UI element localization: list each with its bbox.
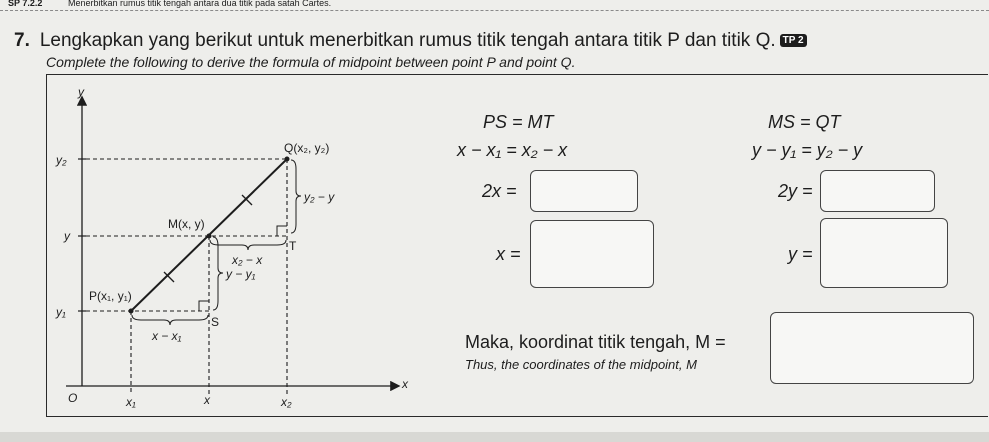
brace-x-minus-x1 <box>132 315 208 325</box>
y-axis-label: y <box>78 85 84 99</box>
tick-label-y1: y₁ <box>56 305 66 319</box>
answer-box-midpoint[interactable] <box>770 312 974 384</box>
conclusion-malay: Maka, koordinat titik tengah, M = <box>465 332 726 352</box>
x-axis-label: x <box>402 377 408 391</box>
dashed-guides <box>86 159 287 394</box>
question-heading <box>14 30 807 52</box>
eq-ps-mt: PS = MT <box>483 112 554 132</box>
brace-y2-minus-y <box>291 160 301 233</box>
right-angle-s <box>199 301 209 311</box>
right-angle-t <box>277 226 287 236</box>
eq-y-prefix: y = <box>788 244 813 264</box>
point-s-label: S <box>211 315 220 329</box>
point-p-dot <box>129 309 134 314</box>
origin-label: O <box>68 391 78 405</box>
answer-box-2y[interactable] <box>820 170 935 212</box>
len-x-minus-x1: x − x₁ <box>152 329 182 343</box>
section-description: Menerbitkan rumus titik tengah antara dua titik pada satah Cartes. <box>68 0 332 8</box>
eq-x-prefix: x = <box>496 244 521 264</box>
point-m-label: M(x, y) <box>168 217 205 231</box>
eq-2x-prefix: 2x = <box>482 181 517 201</box>
midpoint-diagram <box>46 74 426 417</box>
brace-x2-minus-x <box>210 240 286 250</box>
tick-label-y2: y₂ <box>56 153 67 167</box>
question-number: 7. <box>14 30 30 51</box>
tick-label-y: y <box>64 229 70 243</box>
point-q-label: Q(x₂, y₂) <box>284 141 330 155</box>
answer-box-y[interactable] <box>820 218 948 288</box>
eq-y-difference: y − y₁ = y₂ − y <box>752 140 863 160</box>
eq-ms-qt: MS = QT <box>768 112 841 132</box>
eq-x-difference: x − x₁ = x₂ − x <box>457 140 568 160</box>
page-bottom-strip <box>0 432 989 442</box>
tick-label-x: x <box>204 393 210 407</box>
point-m-dot <box>207 234 212 239</box>
point-p-label: P(x₁, y₁) <box>89 289 132 303</box>
section-code: SP 7.2.2 <box>8 0 43 8</box>
section-header <box>0 0 989 11</box>
question-text-malay: Lengkapkan yang berikut untuk menerbitkan rumus titik tengah antara titik P dan titik Q. <box>39 30 776 51</box>
tp-badge: TP 2 <box>780 34 807 47</box>
answer-box-x[interactable] <box>530 220 654 288</box>
point-t-label: T <box>289 239 297 253</box>
tick-label-x2: x₂ <box>281 395 292 409</box>
conclusion-english: Thus, the coordinates of the midpoint, M <box>465 357 697 372</box>
eq-2y-prefix: 2y = <box>778 181 813 201</box>
len-x2-minus-x: x₂ − x <box>232 253 263 267</box>
tick-label-x1: x₁ <box>126 395 136 409</box>
question-text-english: Complete the following to derive the formula of midpoint between point P and point Q. <box>46 54 576 70</box>
point-q-dot <box>285 157 290 162</box>
answer-box-2x[interactable] <box>530 170 638 212</box>
len-y-minus-y1: y − y₁ <box>226 267 256 281</box>
brace-y-minus-y1 <box>213 237 223 310</box>
len-y2-minus-y: y₂ − y <box>304 190 335 204</box>
